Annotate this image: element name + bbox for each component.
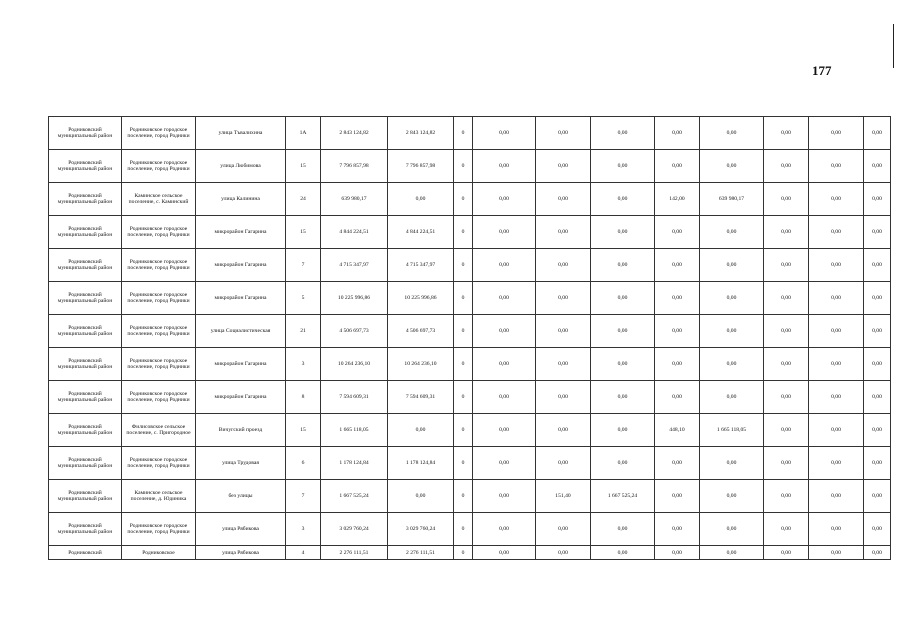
table-cell: 0,00: [809, 282, 864, 315]
table-cell: 151,40: [536, 480, 591, 513]
table-cell: 0,00: [536, 117, 591, 150]
table-cell: 0,00: [536, 249, 591, 282]
table-cell: 0,00: [536, 546, 591, 560]
table-cell: 15: [286, 414, 321, 447]
table-cell: 1 665 118,05: [700, 414, 764, 447]
table-cell: 0,00: [764, 381, 809, 414]
table-row: [49, 216, 891, 249]
table-cell: 0,00: [473, 117, 536, 150]
table-cell: 0,00: [388, 480, 454, 513]
page-number: 177: [812, 63, 832, 78]
table-cell: 0,00: [591, 348, 655, 381]
table-cell: Родниковское городское поселение, город Родники: [122, 381, 196, 414]
table-cell: 0: [454, 117, 473, 150]
table-cell: 0,00: [700, 546, 764, 560]
table-cell: 0: [454, 315, 473, 348]
table-cell: 0,00: [764, 513, 809, 546]
table-cell: 7 796 857,98: [388, 150, 454, 183]
table-cell: 5: [286, 282, 321, 315]
table-cell: 0,00: [473, 546, 536, 560]
table-cell: 10 264 236,10: [321, 348, 388, 381]
table-cell: 0,00: [864, 315, 891, 348]
table-cell: Родниковский муниципальный район: [49, 348, 122, 381]
table-cell: 0,00: [473, 513, 536, 546]
table-cell: Родниковский муниципальный район: [49, 282, 122, 315]
table-cell: Родниковское городское поселение, город Родники: [122, 315, 196, 348]
table-cell: Родниковское городское поселение, город Родники: [122, 117, 196, 150]
table-cell: 7: [286, 480, 321, 513]
table-cell: 448,10: [655, 414, 700, 447]
table-cell: 0,00: [864, 513, 891, 546]
table-cell: Родниковское: [122, 546, 196, 560]
table-cell: 0,00: [864, 348, 891, 381]
table-cell: микрорайон Гагарина: [196, 282, 286, 315]
table-row: [49, 447, 891, 480]
table-cell: 1 667 525,24: [591, 480, 655, 513]
table-cell: Родниковский муниципальный район: [49, 150, 122, 183]
table-cell: 639 980,17: [321, 183, 388, 216]
table-cell: 639 980,17: [700, 183, 764, 216]
table-row: [49, 480, 891, 513]
table-cell: 0,00: [536, 282, 591, 315]
table-cell: улица Социалистическая: [196, 315, 286, 348]
table-cell: 0: [454, 546, 473, 560]
table-cell: 0,00: [536, 447, 591, 480]
table-cell: Родниковское городское поселение, город Родники: [122, 447, 196, 480]
table-cell: 1 178 124,84: [321, 447, 388, 480]
table-cell: 0,00: [655, 117, 700, 150]
table-cell: 0,00: [591, 249, 655, 282]
table-cell: 0,00: [764, 117, 809, 150]
table-cell: 0,00: [864, 117, 891, 150]
table-cell: 0,00: [700, 216, 764, 249]
table-cell: 0,00: [764, 315, 809, 348]
table-row: [49, 546, 891, 560]
table-cell: 4 844 224,51: [388, 216, 454, 249]
table-cell: 0: [454, 513, 473, 546]
table-cell: Родниковский муниципальный район: [49, 414, 122, 447]
table-cell: 0,00: [809, 480, 864, 513]
table-cell: 0,00: [700, 315, 764, 348]
table-cell: 0,00: [591, 216, 655, 249]
table-cell: 0,00: [536, 381, 591, 414]
table-cell: 1 178 124,84: [388, 447, 454, 480]
table-cell: Родниковский муниципальный район: [49, 480, 122, 513]
table-cell: 1 667 525,24: [321, 480, 388, 513]
table-cell: Родниковский муниципальный район: [49, 183, 122, 216]
table-cell: 0,00: [764, 546, 809, 560]
table-cell: 0,00: [700, 117, 764, 150]
table-cell: 0,00: [536, 216, 591, 249]
table-row: [49, 513, 891, 546]
table-cell: 0: [454, 150, 473, 183]
table-cell: 0: [454, 249, 473, 282]
table-cell: улица Рябикова: [196, 513, 286, 546]
table-cell: 0,00: [700, 150, 764, 183]
table-cell: 0,00: [809, 381, 864, 414]
table-cell: 2 843 124,82: [388, 117, 454, 150]
register-table-body: [49, 117, 891, 560]
table-cell: 0,00: [809, 513, 864, 546]
table-row: [49, 282, 891, 315]
table-cell: 0,00: [473, 282, 536, 315]
register-table: [48, 116, 891, 560]
table-cell: 0,00: [655, 381, 700, 414]
table-cell: микрорайон Гагарина: [196, 381, 286, 414]
table-cell: 0,00: [591, 282, 655, 315]
table-cell: 4 506 697,73: [388, 315, 454, 348]
table-cell: 0,00: [536, 315, 591, 348]
table-cell: микрорайон Гагарина: [196, 249, 286, 282]
table-cell: 0: [454, 381, 473, 414]
table-cell: Родниковский: [49, 546, 122, 560]
table-row: [49, 348, 891, 381]
table-cell: Родниковское городское поселение, город Родники: [122, 249, 196, 282]
table-cell: 0,00: [591, 315, 655, 348]
table-cell: 0,00: [809, 249, 864, 282]
table-row: [49, 249, 891, 282]
table-cell: 0,00: [473, 183, 536, 216]
table-cell: 0,00: [700, 513, 764, 546]
table-cell: 7 594 609,31: [388, 381, 454, 414]
table-cell: 0,00: [655, 282, 700, 315]
table-cell: 0: [454, 216, 473, 249]
table-cell: 0,00: [388, 414, 454, 447]
table-cell: 10 225 996,86: [321, 282, 388, 315]
table-cell: 0: [454, 480, 473, 513]
table-cell: Родниковский муниципальный район: [49, 216, 122, 249]
table-cell: 0: [454, 414, 473, 447]
table-cell: 3: [286, 513, 321, 546]
table-cell: 0,00: [764, 414, 809, 447]
table-cell: 0,00: [473, 348, 536, 381]
table-cell: 24: [286, 183, 321, 216]
table-cell: 15: [286, 150, 321, 183]
table-cell: 0,00: [809, 150, 864, 183]
table-cell: 10 264 236,10: [388, 348, 454, 381]
table-cell: Родниковское городское поселение, город Родники: [122, 513, 196, 546]
table-cell: Каминское сельское поселение, д. Юдиника: [122, 480, 196, 513]
table-cell: 142,00: [655, 183, 700, 216]
table-cell: Вичугский проезд: [196, 414, 286, 447]
table-cell: Родниковское городское поселение, город Родники: [122, 150, 196, 183]
table-cell: 0,00: [473, 381, 536, 414]
table-cell: 7 796 857,98: [321, 150, 388, 183]
table-cell: 15: [286, 216, 321, 249]
table-cell: 0,00: [655, 513, 700, 546]
table-cell: Филисовское сельское поселение, с. Пригородное: [122, 414, 196, 447]
table-cell: улица Тъвалихина: [196, 117, 286, 150]
table-cell: 0,00: [764, 480, 809, 513]
table-cell: 2 276 111,51: [321, 546, 388, 560]
table-cell: 0,00: [473, 414, 536, 447]
table-cell: 0,00: [864, 150, 891, 183]
table-cell: 10 225 996,86: [388, 282, 454, 315]
table-cell: 0,00: [809, 546, 864, 560]
table-cell: Родниковский муниципальный район: [49, 315, 122, 348]
table-cell: 0,00: [655, 216, 700, 249]
table-cell: 0,00: [764, 348, 809, 381]
table-cell: 2 843 124,82: [321, 117, 388, 150]
table-cell: 0,00: [591, 381, 655, 414]
table-cell: 0,00: [809, 216, 864, 249]
table-cell: 0,00: [591, 414, 655, 447]
table-cell: Родниковский муниципальный район: [49, 117, 122, 150]
table-cell: 0,00: [864, 282, 891, 315]
table-cell: 2 276 111,51: [388, 546, 454, 560]
table-cell: 0,00: [809, 348, 864, 381]
table-cell: Родниковское городское поселение, город Родники: [122, 216, 196, 249]
table-cell: 0,00: [864, 414, 891, 447]
table-cell: 0,00: [536, 150, 591, 183]
table-cell: 0: [454, 183, 473, 216]
table-cell: 0,00: [700, 282, 764, 315]
table-cell: 0,00: [809, 447, 864, 480]
table-cell: 4 844 224,51: [321, 216, 388, 249]
table-cell: 0,00: [764, 282, 809, 315]
table-cell: 21: [286, 315, 321, 348]
table-cell: 0,00: [473, 249, 536, 282]
table-cell: микрорайон Гагарина: [196, 348, 286, 381]
table-cell: 0,00: [764, 150, 809, 183]
table-cell: Родниковское городское поселение, город Родники: [122, 282, 196, 315]
table-cell: улица Любимова: [196, 150, 286, 183]
table-cell: 0,00: [764, 183, 809, 216]
table-cell: 0,00: [655, 150, 700, 183]
table-cell: 0,00: [809, 315, 864, 348]
table-cell: 0,00: [536, 414, 591, 447]
table-cell: 0,00: [809, 117, 864, 150]
table-cell: 0,00: [591, 117, 655, 150]
table-cell: 0,00: [655, 315, 700, 348]
table-cell: 6: [286, 447, 321, 480]
table-cell: 0,00: [809, 414, 864, 447]
table-cell: 0,00: [864, 249, 891, 282]
table-cell: 4 715 347,97: [388, 249, 454, 282]
table-cell: 0,00: [473, 216, 536, 249]
table-cell: 0,00: [655, 546, 700, 560]
page-edge-mark: [893, 24, 894, 68]
table-cell: 0,00: [473, 315, 536, 348]
table-cell: 0,00: [655, 480, 700, 513]
table-cell: 0,00: [700, 447, 764, 480]
table-cell: Родниковский муниципальный район: [49, 447, 122, 480]
table-cell: улица Рябикова: [196, 546, 286, 560]
table-cell: 3 029 760,24: [321, 513, 388, 546]
table-cell: 0,00: [388, 183, 454, 216]
table-cell: без улицы: [196, 480, 286, 513]
table-cell: 4 715 347,97: [321, 249, 388, 282]
table-cell: 0,00: [864, 480, 891, 513]
table-cell: 0,00: [655, 249, 700, 282]
table-cell: 7 594 609,31: [321, 381, 388, 414]
table-cell: 0,00: [655, 447, 700, 480]
table-cell: 0,00: [473, 480, 536, 513]
table-cell: 0,00: [700, 480, 764, 513]
table-cell: 0,00: [473, 150, 536, 183]
table-cell: 0,00: [473, 447, 536, 480]
table-row: [49, 414, 891, 447]
table-cell: 0,00: [700, 348, 764, 381]
table-cell: 0: [454, 348, 473, 381]
table-cell: улица Трудовая: [196, 447, 286, 480]
table-cell: 0,00: [864, 381, 891, 414]
table-row: [49, 117, 891, 150]
table-cell: 0,00: [591, 150, 655, 183]
table-cell: Родниковское городское поселение, город Родники: [122, 348, 196, 381]
table-cell: 0,00: [591, 183, 655, 216]
table-cell: 0,00: [809, 183, 864, 216]
table-cell: 0,00: [864, 546, 891, 560]
table-cell: 0,00: [864, 183, 891, 216]
table-cell: 0,00: [655, 348, 700, 381]
table-cell: 0,00: [536, 513, 591, 546]
table-cell: Родниковский муниципальный район: [49, 381, 122, 414]
table-row: [49, 381, 891, 414]
table-cell: 1 665 118,05: [321, 414, 388, 447]
table-cell: улица Калинина: [196, 183, 286, 216]
table-cell: 0,00: [591, 513, 655, 546]
table-cell: 0: [454, 447, 473, 480]
table-cell: 0: [454, 282, 473, 315]
table-cell: 0,00: [700, 381, 764, 414]
table-cell: 3: [286, 348, 321, 381]
table-cell: Каминское сельское поселение, с. Каминский: [122, 183, 196, 216]
table-cell: 3 029 760,24: [388, 513, 454, 546]
table-cell: 4 506 697,73: [321, 315, 388, 348]
table-cell: 7: [286, 249, 321, 282]
table-cell: 0,00: [536, 348, 591, 381]
table-cell: 0,00: [700, 249, 764, 282]
table-row: [49, 315, 891, 348]
table-cell: 0,00: [764, 249, 809, 282]
table-cell: 0,00: [864, 447, 891, 480]
table-cell: 0,00: [536, 183, 591, 216]
table-cell: 1А: [286, 117, 321, 150]
table-cell: 0,00: [591, 447, 655, 480]
table-cell: 8: [286, 381, 321, 414]
table-cell: 0,00: [591, 546, 655, 560]
table-cell: 0,00: [764, 216, 809, 249]
table-row: [49, 150, 891, 183]
table-cell: 0,00: [864, 216, 891, 249]
table-cell: Родниковский муниципальный район: [49, 513, 122, 546]
table-cell: микрорайон Гагарина: [196, 216, 286, 249]
table-cell: 0,00: [764, 447, 809, 480]
table-cell: 4: [286, 546, 321, 560]
table-cell: Родниковский муниципальный район: [49, 249, 122, 282]
table-row: [49, 183, 891, 216]
